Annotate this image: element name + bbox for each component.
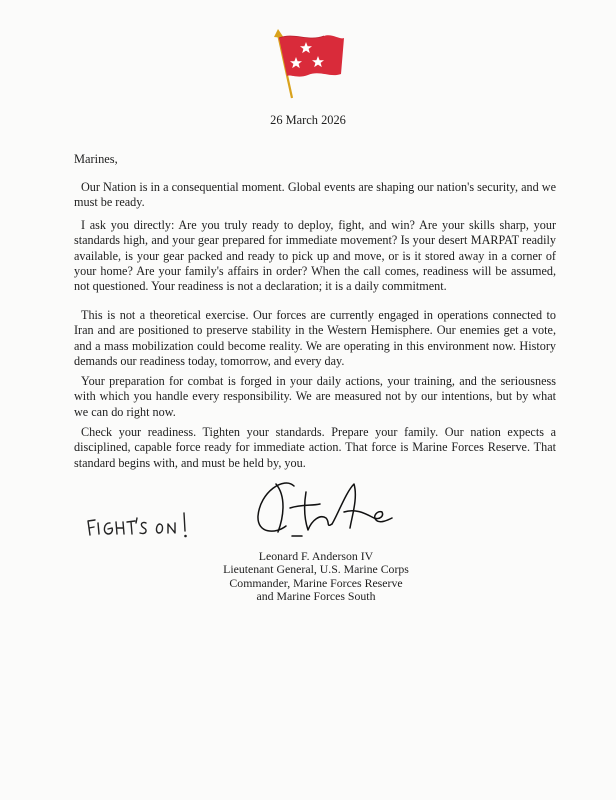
handwritten-note-fights-on bbox=[84, 509, 192, 541]
signer-title-1: Commander, Marine Forces Reserve bbox=[229, 575, 403, 590]
signer-title-2: and Marine Forces South bbox=[256, 588, 376, 603]
signature-block bbox=[196, 550, 436, 603]
letter-date: 26 March 2026 bbox=[270, 113, 346, 127]
signer-rank: Lieutenant General, U.S. Marine Corps bbox=[223, 562, 409, 577]
paragraph-4: Your preparation for combat is forged in your daily actions, your training, and the seriousness with which you handle every responsibility. We are measured not by our intentions, but by what we can do right now. bbox=[74, 374, 556, 419]
paragraph-3: This is not a theoretical exercise. Our forces are currently engaged in operations connected to Iran and are positioned to preserve stability in the Western Hemisphere. Our enemies get a vote, and a mass mobilization could become reality. We are operating in this environment now. History demands our readiness today, tomorrow, and every day. bbox=[74, 308, 556, 368]
paragraph-2: I ask you directly: Are you truly ready to deploy, fight, and win? Are your skills sharp, your standards high, and your gear prepared for immediate movement? Is your desert MARPAT readily available, is your gear packed and ready to pick up and move, or is it stored away in a corner of your home? Are your family's affairs in order? When the call comes, readiness will be assumed, not questioned. Your readiness is not a declaration; it is a daily commitment. bbox=[74, 218, 556, 294]
salutation: Marines, bbox=[74, 152, 118, 166]
handwritten-signature bbox=[246, 478, 396, 550]
paragraph-5: Check your readiness. Tighten your standards. Prepare your family. Our nation expects a disciplined, capable force ready for immediate action. That force is Marine Forces Reserve. That standard begins with, and must be held by, you. bbox=[74, 425, 556, 470]
signer-name: Leonard F. Anderson IV bbox=[258, 549, 374, 563]
paragraph-1: Our Nation is in a consequential moment. Global events are shaping our nation's security, and we must be ready. bbox=[74, 180, 556, 210]
general-officer-flag-icon bbox=[270, 26, 348, 100]
